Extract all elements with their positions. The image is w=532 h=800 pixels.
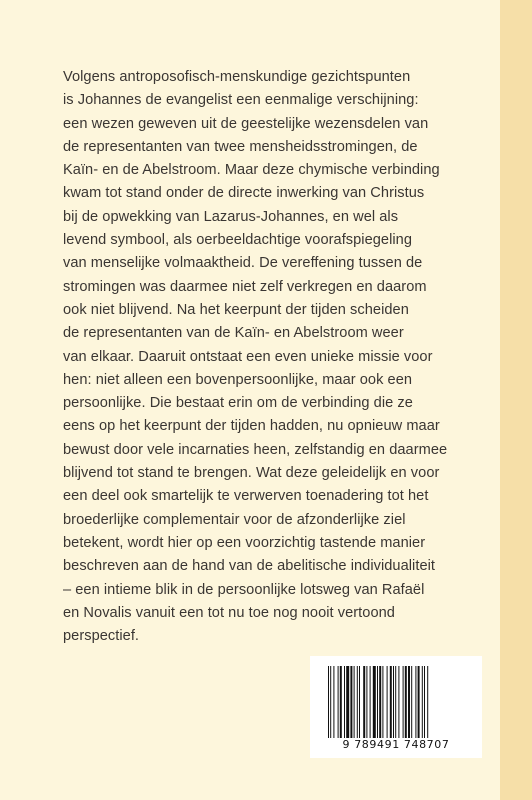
barcode-bar <box>354 666 355 738</box>
barcode-bar <box>387 666 388 738</box>
barcode-bar <box>363 666 365 738</box>
barcode-label <box>310 656 482 758</box>
blurb-line: kwam tot stand onder de directe inwerking van Christus <box>63 185 425 202</box>
blurb-line: bij de opwekking van Lazarus-Johannes, en wel als <box>63 208 399 225</box>
blurb-line: stromingen was daarmee niet zelf verkregen en daarom <box>63 278 427 295</box>
blurb-line: van menselijke volmaaktheid. De vereffening tussen de <box>63 255 423 272</box>
barcode-bar <box>422 666 423 738</box>
blurb-line: en Novalis vanuit een tot nu toe nog nooit vertoond <box>63 604 395 621</box>
blurb-line: de representanten van de Kaïn- en Abelstroom weer <box>63 325 404 342</box>
blurb-line: betekent, wordt hier op een voorzichtig tastende manier <box>63 534 426 551</box>
barcode-bar <box>424 666 425 738</box>
blurb-line: beschreven aan de hand van de abelitische individualiteit <box>63 558 436 575</box>
blurb-line: perspectief. <box>63 628 140 645</box>
barcode-bar <box>398 666 399 738</box>
barcode-bar <box>379 666 381 738</box>
blurb-line: Volgens antroposofisch-menskundige gezichtspunten <box>63 69 411 85</box>
blurb-line: – een intieme blik in de persoonlijke lotsweg van Rafaël <box>63 581 425 598</box>
barcode-bar <box>328 666 329 738</box>
barcode-bar <box>418 666 420 738</box>
barcode-bar <box>333 666 334 738</box>
barcode-bar <box>411 666 412 738</box>
barcode-bar <box>340 666 342 738</box>
blurb-line: persoonlijke. Die bestaat erin om de verbinding die ze <box>63 395 413 412</box>
blurb-line: is Johannes de evangelist een eenmalige verschijning: <box>63 92 419 109</box>
barcode-bar <box>393 666 394 738</box>
blurb-text <box>63 66 483 648</box>
barcode-bar <box>344 666 345 738</box>
barcode-bar <box>359 666 360 738</box>
barcode-bar <box>403 666 404 738</box>
barcode-bar <box>377 666 378 738</box>
blurb-line: de representanten van twee mensheidsstromingen, de <box>63 138 418 155</box>
blurb-line: blijvend tot stand te brengen. Wat deze geleidelijk en voor <box>63 465 440 482</box>
blurb-line: een wezen geweven uit de geestelijke wezensdelen van <box>63 115 429 132</box>
barcode-bar <box>405 666 407 738</box>
barcode-bar <box>395 666 396 738</box>
barcode-bar <box>350 666 352 738</box>
isbn-number: 9 789491 748707 <box>342 738 450 751</box>
blurb-line: eens op het keerpunt der tijden hadden, nu opnieuw maar <box>63 418 440 435</box>
barcode-bar <box>427 666 428 738</box>
blurb-line: ook niet blijvend. Na het keerpunt der tijden scheiden <box>63 301 409 318</box>
blurb-line: bewust door vele incarnaties heen, zelfstandig en daarmee <box>63 441 448 458</box>
barcode-bar <box>346 666 349 738</box>
blurb-line: Kaïn- en de Abelstroom. Maar deze chymische verbinding <box>63 162 440 179</box>
blurb-line: een deel ook smartelijk te verwerven toenadering tot het <box>63 488 429 505</box>
barcode-bars <box>328 666 464 738</box>
blurb-line: hen: niet alleen een bovenpersoonlijke, maar ook een <box>63 371 413 388</box>
barcode-bar <box>390 666 392 738</box>
blurb-line: levend symbool, als oerbeeldachtige voorafspiegeling <box>63 232 413 249</box>
barcode-bar <box>338 666 339 738</box>
barcode-bar <box>366 666 367 738</box>
barcode-bar <box>408 666 410 738</box>
blurb-line: broederlijke complementair voor de afzonderlijke ziel <box>63 511 406 528</box>
barcode-bar <box>370 666 371 738</box>
barcode-bar <box>330 666 331 738</box>
barcode-bar <box>373 666 376 738</box>
barcode-bar <box>382 666 383 738</box>
blurb-line: van elkaar. Daaruit ontstaat een even unieke missie voor <box>63 348 433 365</box>
barcode-bar <box>415 666 416 738</box>
barcode-bar <box>357 666 358 738</box>
spine-strip <box>500 0 532 800</box>
